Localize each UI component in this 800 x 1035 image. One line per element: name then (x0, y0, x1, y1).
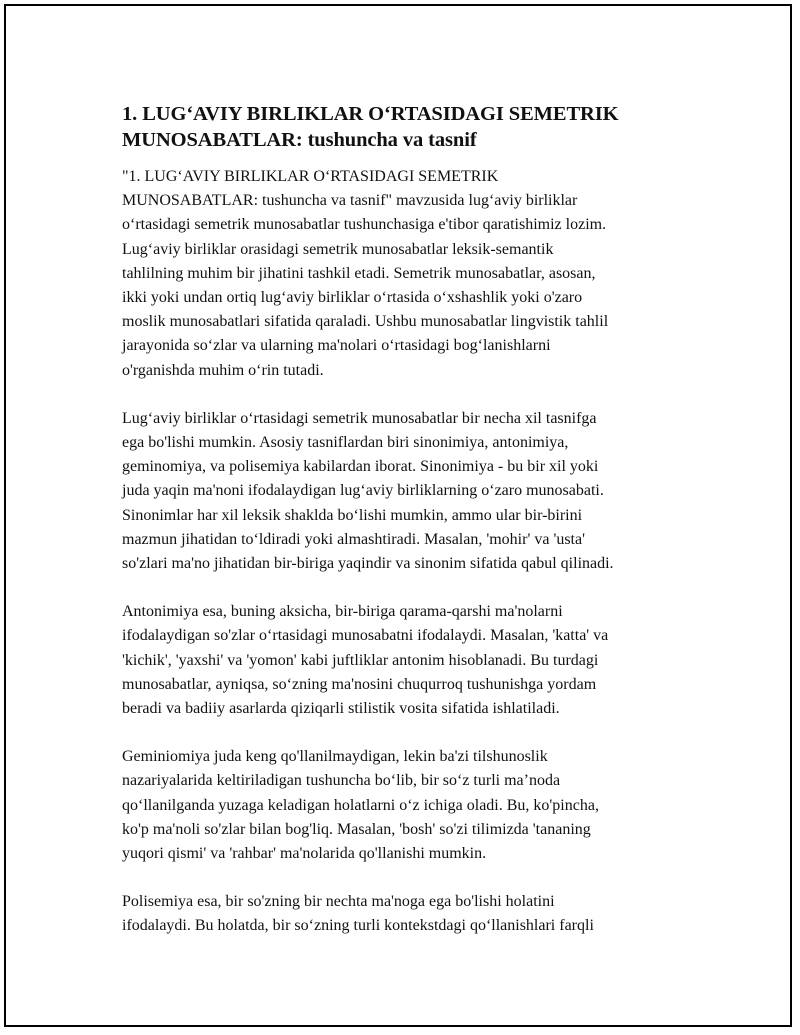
document-body (122, 101, 696, 963)
paragraph-geminiomiya: Geminiomiya juda keng qo'llanilmaydigan, lekin ba'zi tilshunoslik nazariyalarida keltiriladigan tushuncha bo‘lib, bir so‘z turli ma’noda qo‘llanilganda yuzaga keladigan holatlarni o‘z ichiga oladi. Bu, ko'pincha, ko'p ma'noli so'zlar bilan bog'liq. Masalan, 'bosh' so'zi tilimizda 'tananing yuqori qismi' va 'rahbar' ma'nolarida qo'llanishi mumkin. (122, 748, 599, 863)
paragraph-polysemy: Polisemiya esa, bir so'zning bir nechta ma'noga ega bo'lishi holatini ifodalaydi. Bu holatda, bir so‘zning turli kontekstdagi qo‘llanishlari farqli (122, 893, 594, 935)
paragraph-classification: Lug‘aviy birliklar o‘rtasidagi semetrik munosabatlar bir necha xil tasnifga ega bo'lishi mumkin. Asosiy tasniflardan biri sinonimiya, antonimiya, geminomiya, va polisemiya kabilardan iborat. Sinonimiya - bu bir xil yoki juda yaqin ma'noni ifodalaydigan lug‘aviy birliklarning o‘zaro munosabati. Sinonimlar har xil leksik shaklda bo‘lishi mumkin, ammo ular bir-birini mazmun jihatidan to‘ldiradi yoki almashtiradi. Masalan, 'mohir' va 'usta' so'zlari ma'no jihatidan bir-biriga yaqindir va sinonim sifatida qabul qilinadi. (122, 409, 614, 573)
paragraph-intro: "1. LUG‘AVIY BIRLIKLAR O‘RTASIDAGI SEMETRIK MUNOSABATLAR: tushuncha va tasnif" mavzusida lug‘aviy birliklar o‘rtasidagi semetrik munosabatlar tushunchasiga e'tibor qaratishimiz lozim. Lug‘aviy birliklar orasidagi semetrik munosabatlar leksik-semantik tahlilning muhim bir jihatini tashkil etadi. Semetrik munosabatlar, asosan, ikki yoki undan ortiq lug‘aviy birliklar o‘rtasida o‘xshashlik yoki o'zaro moslik munosabatlari sifatida qaraladi. Ushbu munosabatlar lingvistik tahlil jarayonida so‘zlar va ularning ma'nolari o‘rtasidagi bog‘lanishlarni o'rganishda muhim o‘rin tutadi. (122, 168, 609, 379)
page-frame (4, 4, 792, 1027)
document-title: 1. LUG‘AVIY BIRLIKLAR O‘RTASIDAGI SEMETRIK MUNOSABATLAR: tushuncha va tasnif (122, 103, 619, 151)
paragraph-antonymy: Antonimiya esa, buning aksicha, bir-biriga qarama-qarshi ma'nolarni ifodalaydigan so'zlar o‘rtasidagi munosabatni ifodalaydi. Masalan, 'katta' va 'kichik', 'yaxshi' va 'yomon' kabi juftliklar antonim hisoblanadi. Bu turdagi munosabatlar, ayniqsa, so‘zning ma'nosini chuqurroq tushunishga yordam beradi va badiiy asarlarda qiziqarli stilistik vosita sifatida ishlatiladi. (122, 603, 609, 718)
